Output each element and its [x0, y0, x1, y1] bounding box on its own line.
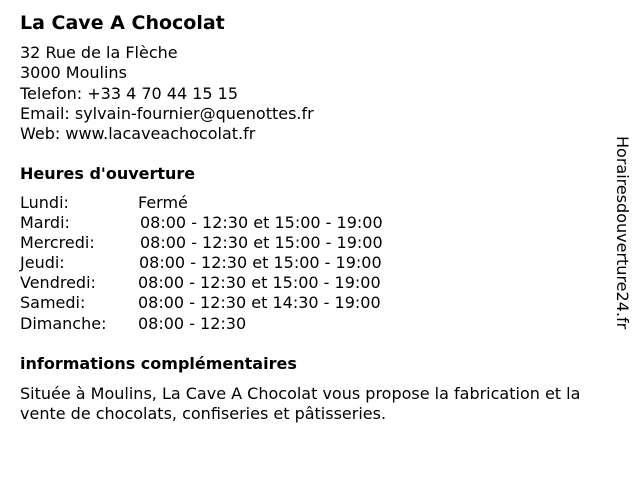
hours-day: Mercredi: [20, 233, 95, 252]
hours-row-vendredi [20, 273, 440, 293]
hours-day: Samedi: [20, 293, 86, 312]
info-heading: informations complémentaires [20, 354, 297, 373]
hours-day: Dimanche: [20, 314, 107, 333]
site-watermark [612, 136, 632, 376]
hours-row-lundi [20, 193, 440, 213]
hours-row-samedi [20, 293, 440, 313]
web-line: Web: www.lacaveachocolat.fr [20, 124, 256, 143]
watermark-text: Horairesdouverture24.fr [613, 136, 632, 330]
info-description: Située à Moulins, La Cave A Chocolat vous propose la fabrication et la vente de chocolats, confiseries et pâtisseries. [20, 384, 581, 423]
hours-time: 08:00 - 12:30 et 15:00 - 19:00 [140, 213, 383, 232]
hours-day: Jeudi: [20, 253, 65, 272]
hours-row-mercredi [20, 233, 440, 253]
business-name: La Cave A Chocolat [20, 12, 225, 34]
email-line: Email: sylvain-fournier@quenottes.fr [20, 104, 314, 123]
hours-day: Mardi: [20, 213, 70, 232]
phone-line: Telefon: +33 4 70 44 15 15 [20, 84, 239, 103]
hours-row-mardi [20, 213, 440, 233]
address-city: 3000 Moulins [20, 63, 127, 82]
hours-day: Vendredi: [20, 273, 96, 292]
hours-time: 08:00 - 12:30 et 14:30 - 19:00 [138, 293, 381, 312]
hours-time: 08:00 - 12:30 [138, 314, 247, 333]
hours-heading: Heures d'ouverture [20, 164, 196, 183]
hours-day: Lundi: [20, 193, 69, 212]
hours-time: 08:00 - 12:30 et 15:00 - 19:00 [139, 253, 382, 272]
hours-time: Fermé [138, 193, 188, 212]
hours-time: 08:00 - 12:30 et 15:00 - 19:00 [140, 233, 383, 252]
address-street: 32 Rue de la Flèche [20, 43, 178, 62]
hours-row-jeudi [20, 253, 440, 273]
hours-row-dimanche [20, 314, 440, 334]
hours-time: 08:00 - 12:30 et 15:00 - 19:00 [138, 273, 381, 292]
